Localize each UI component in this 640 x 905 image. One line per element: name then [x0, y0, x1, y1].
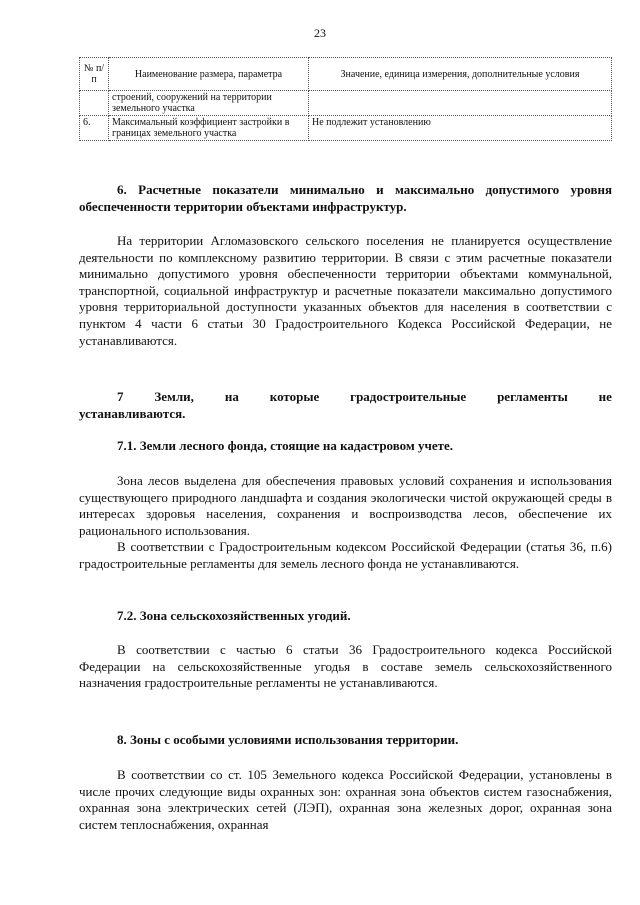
section-7-word: 7	[117, 389, 124, 404]
section-7-title-end: устанавливаются.	[79, 405, 186, 421]
table-cell-value	[309, 91, 612, 116]
table-cell-value: Не подлежит установлению	[309, 116, 612, 141]
table-row	[80, 91, 612, 116]
page-number: 23	[314, 26, 326, 40]
section-7-word: которые	[269, 389, 320, 404]
section-8-body	[79, 767, 612, 833]
table-row	[80, 116, 612, 141]
section-6-body	[79, 233, 612, 349]
table-cell-name: Максимальный коэффициент застройки в границах земельного участка	[109, 116, 309, 141]
section-7-1-paragraph-1: Зона лесов выделена для обеспечения правовых условий сохранения и использования существующего природного ландшафта и создания экологически чистой окружающей среды в интересах здоровья населения, сохранения и воспроизводства лесов, обеспечение их рационального использования.	[79, 473, 612, 538]
section-7-2-paragraph: В соответствии с частью 6 статьи 36 Градостроительного кодекса Российской Федерации на сельскохозяйственные угодья в составе земель сельскохозяйственного назначения градостроительные регламенты не устанавливаются.	[79, 642, 612, 691]
section-7-title-line	[79, 389, 612, 406]
section-7-1-paragraph-2: В соответствии с Градостроительным кодексом Российской Федерации (статья 36, п.6) градостроительные регламенты для земель лесного фонда не устанавливаются.	[79, 539, 612, 571]
table-header-name: Наименование размера, параметра	[109, 58, 309, 91]
section-7	[79, 389, 612, 422]
table-cell-num	[80, 91, 109, 116]
table-header-num: № п/п	[80, 58, 109, 91]
section-8	[79, 732, 612, 749]
section-7-word: на	[224, 389, 239, 404]
section-7-2	[79, 608, 612, 625]
table-header-value: Значение, единица измерения, дополнительные условия	[309, 58, 612, 91]
section-7-1-body	[79, 473, 612, 573]
section-8-paragraph: В соответствии со ст. 105 Земельного кодекса Российской Федерации, установлены в числе прочих следующие виды охранных зон: охранная зона объектов систем газоснабжения, охранная зона электрических сетей (ЛЭП), охранная зона железных дорог, охранная зона систем теплоснабжения, охранная	[79, 767, 612, 832]
section-7-word: Земли,	[154, 389, 194, 404]
table-cell-name: строений, сооружений на территории земельного участка	[109, 91, 309, 116]
table-header-row	[80, 58, 612, 91]
section-7-word: градостроительные	[350, 389, 467, 404]
section-6	[79, 182, 612, 215]
section-6-paragraph: На территории Агломазовского сельского поселения не планируется осуществление деятельности по комплексному развитию территории. В связи с этим расчетные показатели минимально допустимого уровня обеспеченности территории объектами коммунальной, транспортной, социальной инфраструктур и расчетные показатели максимально допустимого уровня территориальной доступности указанных объектов для населения в соответствии с пунктом 4 части 6 статьи 30 Градостроительного Кодекса Российской Федерации, не устанавливаются.	[79, 233, 612, 348]
table-cell-num: 6.	[80, 116, 109, 141]
section-7-2-body	[79, 642, 612, 692]
section-7-1-title: 7.1. Земли лесного фонда, стоящие на кадастровом учете.	[117, 438, 454, 453]
section-7-word: регламенты	[497, 389, 568, 404]
section-7-word: не	[598, 389, 612, 404]
section-8-title: 8. Зоны с особыми условиями использования территории.	[117, 732, 459, 747]
section-7-2-title: 7.2. Зона сельскохозяйственных угодий.	[117, 608, 351, 623]
section-7-1	[79, 438, 612, 455]
section-6-title: 6. Расчетные показатели минимально и максимально допустимого уровня обеспеченности территории объектами инфраструктур.	[79, 182, 612, 214]
parameters-table	[79, 57, 612, 141]
